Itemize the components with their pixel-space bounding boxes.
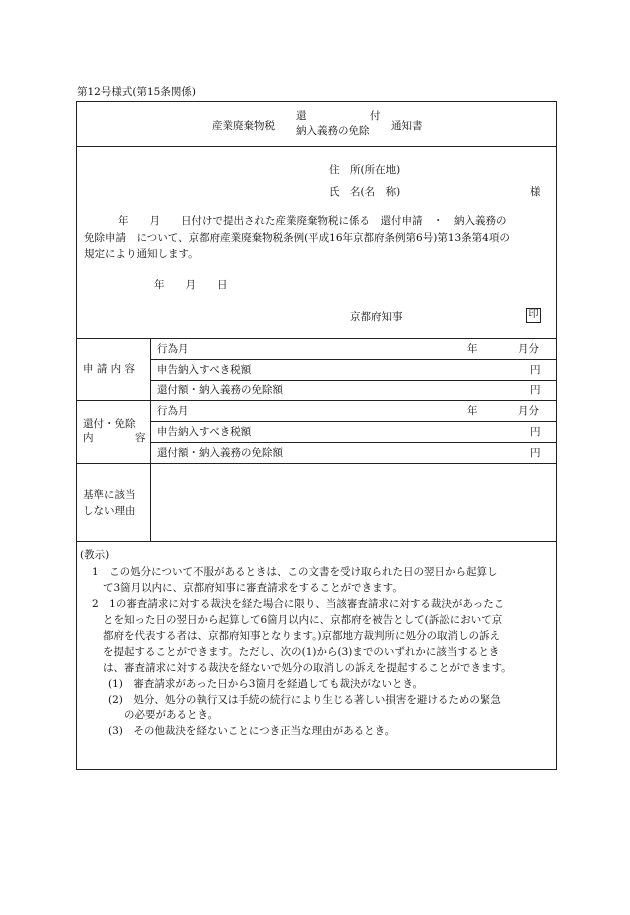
- section-refund-label-b1: 内: [83, 432, 94, 444]
- row-divider: [150, 380, 556, 381]
- notice-1-line-1: 1 この処分について不服があるときは、この文書を受け取られた日の翌日から起算し: [92, 566, 498, 578]
- honorific: 様: [530, 186, 541, 198]
- section-divider: [76, 463, 557, 464]
- s2-tax-due-unit: 円: [530, 426, 541, 438]
- seal-mark: 印: [526, 308, 541, 323]
- notice-item-1: (1) 審査請求があった日から3箇月を経過しても裁決がないとき。: [108, 678, 424, 690]
- s1-month-unit: 月分: [518, 343, 539, 355]
- s1-tax-due-unit: 円: [530, 364, 541, 376]
- body-divider: [76, 338, 557, 339]
- notice-2-line-3: 都府を代表する者は、京都府知事となります。)京都地方裁判所に処分の取消しの訴え: [103, 630, 501, 642]
- notice-heading: (教示): [80, 549, 110, 561]
- section-reason-label-b: しない理由: [83, 505, 136, 517]
- section-refund-label-b2: 容: [135, 432, 146, 444]
- s2-refund-amount-unit: 円: [530, 447, 541, 459]
- body-line-3: 規定により通知します。: [84, 248, 199, 260]
- s2-month-unit: 月分: [518, 405, 539, 417]
- s2-year-unit: 年: [467, 405, 478, 417]
- s1-action-month-label: 行為月: [157, 343, 189, 355]
- s1-tax-due-label: 申告納入すべき税額: [157, 364, 252, 376]
- title-right: 通知書: [391, 120, 423, 132]
- name-label: 氏 名(名 称): [329, 186, 401, 198]
- date-line: 年 月 日: [154, 279, 228, 291]
- body-line-2: 免除申請 について、京都府産業廃棄物税条例(平成16年京都府条例第6号)第13条第4項の: [84, 232, 510, 244]
- s2-tax-due-label: 申告納入すべき税額: [157, 426, 252, 438]
- section-reason-label-a: 基準に該当: [83, 489, 136, 501]
- s1-refund-amount-label: 還付額・納入義務の免除額: [157, 384, 283, 396]
- s1-refund-amount-unit: 円: [530, 384, 541, 396]
- notice-2-line-2: とを知った日の翌日から起算して6箇月以内に、京都府を被告として(訴訟において京: [103, 614, 503, 626]
- table-column-divider: [150, 338, 151, 541]
- section-divider: [76, 400, 557, 401]
- title-option-refund-b: 付: [370, 110, 381, 122]
- s1-year-unit: 年: [467, 343, 478, 355]
- section-application-label: 申 請 内 容: [83, 363, 136, 375]
- notice-2-line-4: を提起することができます。ただし、次の(1)から(3)までのいずれかに該当するとき: [103, 646, 500, 658]
- issuer: 京都府知事: [350, 311, 403, 323]
- row-divider: [150, 421, 556, 422]
- header-divider: [76, 146, 557, 147]
- row-divider: [150, 442, 556, 443]
- row-divider: [150, 359, 556, 360]
- section-refund-label-a: 還付・免除: [83, 418, 136, 430]
- notice-item-2-line-2: の必要があるとき。: [124, 709, 219, 721]
- form-id: 第12号様式(第15条関係): [77, 86, 196, 98]
- notice-2-line-1: 2 1の審査請求に対する裁決を経た場合に限り、当該審査請求に対する裁決があったこ: [92, 598, 505, 610]
- notice-item-3: (3) その他裁決を経ないことにつき正当な理由があるとき。: [108, 725, 396, 737]
- title-option-refund-a: 還: [296, 110, 307, 122]
- address-label: 住 所(所在地): [329, 164, 401, 176]
- title-left: 産業廃棄物税: [212, 120, 275, 132]
- section-divider: [76, 541, 557, 542]
- notice-item-2-line-1: (2) 処分、処分の執行又は手続の続行により生じる著しい損害を避けるための緊急: [108, 694, 501, 706]
- s2-action-month-label: 行為月: [157, 405, 189, 417]
- body-line-1: 年 月 日付けで提出された産業廃棄物税に係る 還付申請 ・ 納入義務の: [118, 215, 507, 227]
- notice-1-line-2: て3箇月以内に、京都府知事に審査請求をすることができます。: [103, 582, 403, 594]
- s2-refund-amount-label: 還付額・納入義務の免除額: [157, 447, 283, 459]
- notice-2-line-5: は、審査請求に対する裁決を経ないで処分の取消しの訴えを提起することができます。: [103, 662, 512, 674]
- title-option-exemption: 納入義務の免除: [296, 125, 370, 137]
